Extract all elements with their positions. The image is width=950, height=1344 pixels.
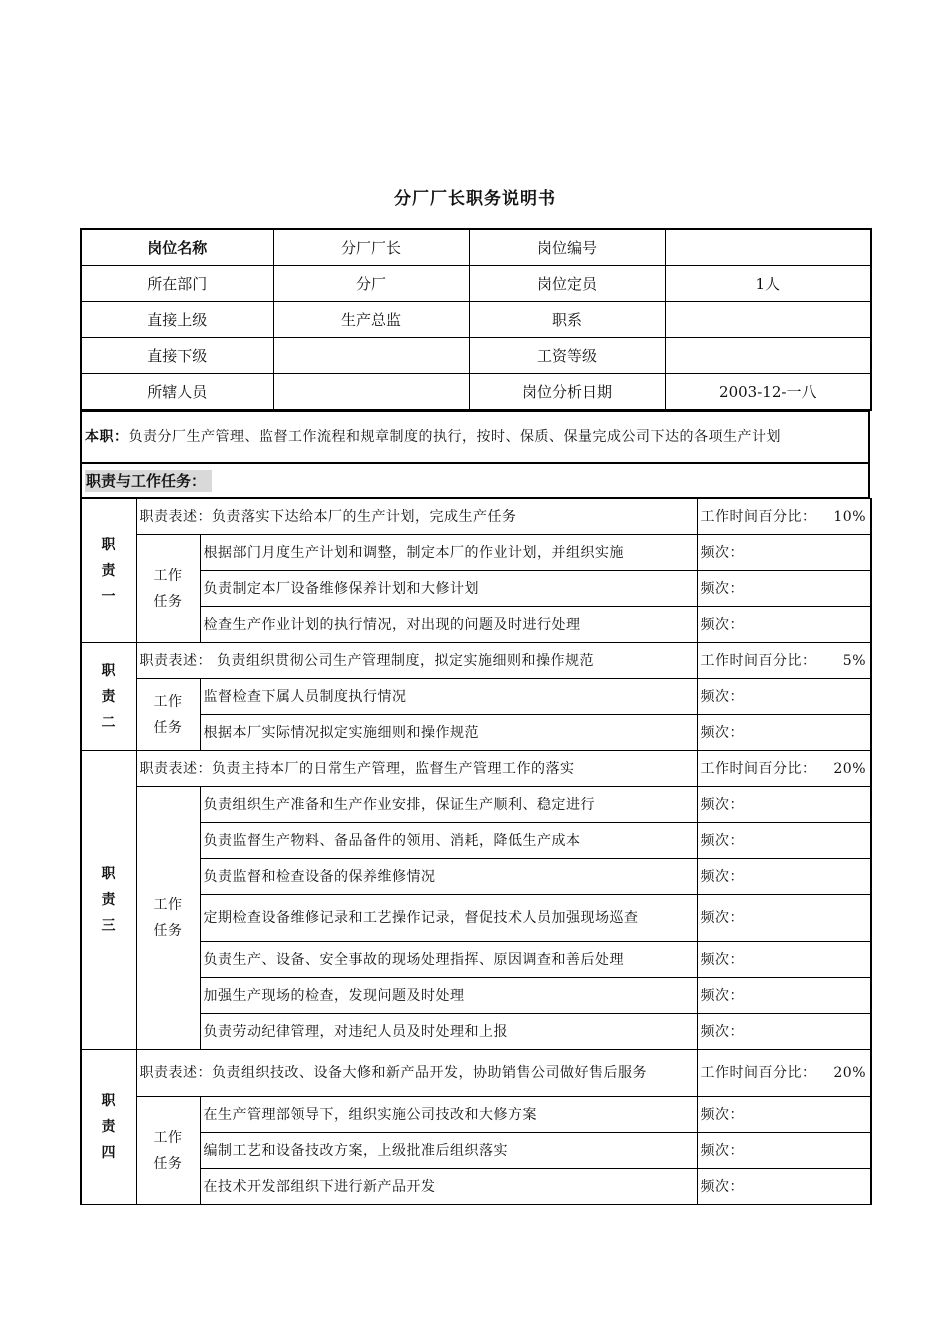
task-text: 负责监督和检查设备的保养维修情况 xyxy=(200,859,697,895)
info-value xyxy=(665,338,871,374)
info-label: 职系 xyxy=(469,302,665,338)
duty-statement: 职责表述： 负责组织贯彻公司生产管理制度，拟定实施细则和操作规范 xyxy=(136,643,697,679)
summary-table xyxy=(80,411,870,463)
frequency-cell: 频次： xyxy=(697,1133,871,1169)
duty-name-char: 责 xyxy=(101,688,116,705)
frequency-cell: 频次： xyxy=(697,895,871,942)
task-text: 定期检查设备维修记录和工艺操作记录，督促技术人员加强现场巡查 xyxy=(200,895,697,942)
duty-name-char: 职 xyxy=(101,866,116,882)
task-row xyxy=(81,607,871,643)
time-percentage-value: 20% xyxy=(833,1065,866,1081)
duty-name-char: 三 xyxy=(101,918,116,934)
task-row xyxy=(81,895,871,942)
frequency-cell: 频次： xyxy=(697,787,871,823)
time-percentage-label: 工作时间百分比： xyxy=(700,508,817,525)
info-value xyxy=(665,302,871,338)
info-value xyxy=(273,374,469,411)
task-group-label-line: 工作 xyxy=(153,1129,183,1146)
duty-name-char: 责 xyxy=(101,1119,116,1135)
info-label: 直接下级 xyxy=(81,338,273,374)
duty-name xyxy=(81,499,136,643)
task-group-label-line: 任务 xyxy=(153,719,183,736)
frequency-cell: 频次： xyxy=(697,1097,871,1133)
task-row xyxy=(81,1097,871,1133)
frequency-cell: 频次： xyxy=(697,1169,871,1205)
task-text: 根据本厂实际情况拟定实施细则和操作规范 xyxy=(200,715,697,751)
info-label: 岗位编号 xyxy=(469,229,665,266)
duty-statement-row xyxy=(81,499,871,535)
info-row xyxy=(81,338,871,374)
info-value: 生产总监 xyxy=(273,302,469,338)
time-percentage-cell xyxy=(697,1050,871,1097)
time-percentage-value: 10% xyxy=(833,508,866,525)
task-group-label-line: 工作 xyxy=(153,567,183,584)
task-row xyxy=(81,1014,871,1050)
task-group-label xyxy=(136,1097,200,1205)
frequency-cell: 频次： xyxy=(697,978,871,1014)
time-percentage-value: 20% xyxy=(833,760,866,777)
task-row xyxy=(81,679,871,715)
duty-name-char: 四 xyxy=(101,1145,116,1161)
task-group-label-line: 工作 xyxy=(153,897,183,913)
summary-text: 负责分厂生产管理、监督工作流程和规章制度的执行，按时、保质、保量完成公司下达的各项生产计划 xyxy=(128,428,781,445)
info-row xyxy=(81,302,871,338)
info-value: 2003-12-一八 xyxy=(665,374,871,411)
time-percentage-label: 工作时间百分比： xyxy=(700,652,817,669)
task-text: 根据部门月度生产计划和调整，制定本厂的作业计划，并组织实施 xyxy=(200,535,697,571)
document-title: 分厂厂长职务说明书 xyxy=(394,189,556,209)
info-label: 岗位分析日期 xyxy=(469,374,665,411)
task-text: 在技术开发部组织下进行新产品开发 xyxy=(200,1169,697,1205)
duty-name xyxy=(81,1050,136,1205)
section-header-table xyxy=(80,463,870,498)
info-label: 所在部门 xyxy=(81,266,273,302)
info-value xyxy=(665,229,871,266)
task-row xyxy=(81,787,871,823)
section-header-cell xyxy=(81,464,869,498)
info-label: 直接上级 xyxy=(81,302,273,338)
info-value: 分厂 xyxy=(273,266,469,302)
task-text: 负责劳动纪律管理，对违纪人员及时处理和上报 xyxy=(200,1014,697,1050)
duty-statement: 职责表述：负责落实下达给本厂的生产计划，完成生产任务 xyxy=(136,499,697,535)
info-label: 岗位定员 xyxy=(469,266,665,302)
frequency-cell: 频次： xyxy=(697,1014,871,1050)
time-percentage-cell xyxy=(697,643,871,679)
frequency-cell: 频次： xyxy=(697,942,871,978)
task-text: 检查生产作业计划的执行情况，对出现的问题及时进行处理 xyxy=(200,607,697,643)
task-group-label xyxy=(136,679,200,751)
task-text: 负责制定本厂设备维修保养计划和大修计划 xyxy=(200,571,697,607)
duty-statement-row xyxy=(81,643,871,679)
task-group-label-line: 任务 xyxy=(153,1155,183,1172)
frequency-cell: 频次： xyxy=(697,571,871,607)
summary-label: 本职： xyxy=(85,428,129,445)
task-group-label xyxy=(136,535,200,643)
info-label: 工资等级 xyxy=(469,338,665,374)
task-text: 编制工艺和设备技改方案，上级批准后组织落实 xyxy=(200,1133,697,1169)
task-row xyxy=(81,942,871,978)
info-row xyxy=(81,266,871,302)
task-row xyxy=(81,571,871,607)
task-text: 负责组织生产准备和生产作业安排，保证生产顺利、稳定进行 xyxy=(200,787,697,823)
frequency-cell: 频次： xyxy=(697,607,871,643)
duty-name-char: 一 xyxy=(101,588,116,605)
duty-name-char: 职 xyxy=(101,536,116,553)
time-percentage-label: 工作时间百分比： xyxy=(700,760,817,777)
info-value: 1人 xyxy=(665,266,871,302)
task-row xyxy=(81,859,871,895)
duty-name xyxy=(81,643,136,751)
task-text: 负责监督生产物料、备品备件的领用、消耗，降低生产成本 xyxy=(200,823,697,859)
frequency-cell: 频次： xyxy=(697,823,871,859)
job-description-sheet xyxy=(80,228,870,1205)
duty-statement-row xyxy=(81,751,871,787)
task-text: 负责生产、设备、安全事故的现场处理指挥、原因调查和善后处理 xyxy=(200,942,697,978)
task-group-label-line: 工作 xyxy=(153,693,183,710)
task-row xyxy=(81,1133,871,1169)
duty-name-char: 职 xyxy=(101,1093,116,1109)
task-row xyxy=(81,715,871,751)
task-row xyxy=(81,823,871,859)
duty-statement: 职责表述：负责组织技改、设备大修和新产品开发，协助销售公司做好售后服务 xyxy=(136,1050,697,1097)
duties-table xyxy=(80,498,872,1205)
duty-name-char: 责 xyxy=(101,892,116,908)
time-percentage-value: 5% xyxy=(842,652,866,669)
section-heading: 职责与工作任务： xyxy=(85,470,212,492)
task-group-label xyxy=(136,787,200,1050)
frequency-cell: 频次： xyxy=(697,715,871,751)
info-row xyxy=(81,229,871,266)
task-text: 加强生产现场的检查，发现问题及时处理 xyxy=(200,978,697,1014)
duty-name xyxy=(81,751,136,1050)
time-percentage-cell xyxy=(697,751,871,787)
info-row xyxy=(81,374,871,411)
task-text: 监督检查下属人员制度执行情况 xyxy=(200,679,697,715)
frequency-cell: 频次： xyxy=(697,859,871,895)
duty-name-char: 责 xyxy=(101,562,116,579)
duty-name-char: 二 xyxy=(101,714,116,731)
task-row xyxy=(81,535,871,571)
time-percentage-label: 工作时间百分比： xyxy=(700,1065,817,1081)
task-row xyxy=(81,1169,871,1205)
info-value xyxy=(273,338,469,374)
frequency-cell: 频次： xyxy=(697,535,871,571)
task-row xyxy=(81,978,871,1014)
duty-name-char: 职 xyxy=(101,662,116,679)
duty-statement-row xyxy=(81,1050,871,1097)
frequency-cell: 频次： xyxy=(697,679,871,715)
info-label: 岗位名称 xyxy=(81,229,273,266)
info-value: 分厂厂长 xyxy=(273,229,469,266)
info-label: 所辖人员 xyxy=(81,374,273,411)
position-info-table xyxy=(80,228,872,411)
task-group-label-line: 任务 xyxy=(153,593,183,610)
task-group-label-line: 任务 xyxy=(153,923,183,939)
job-summary xyxy=(81,412,869,463)
time-percentage-cell xyxy=(697,499,871,535)
task-text: 在生产管理部领导下，组织实施公司技改和大修方案 xyxy=(200,1097,697,1133)
duty-statement: 职责表述：负责主持本厂的日常生产管理，监督生产管理工作的落实 xyxy=(136,751,697,787)
